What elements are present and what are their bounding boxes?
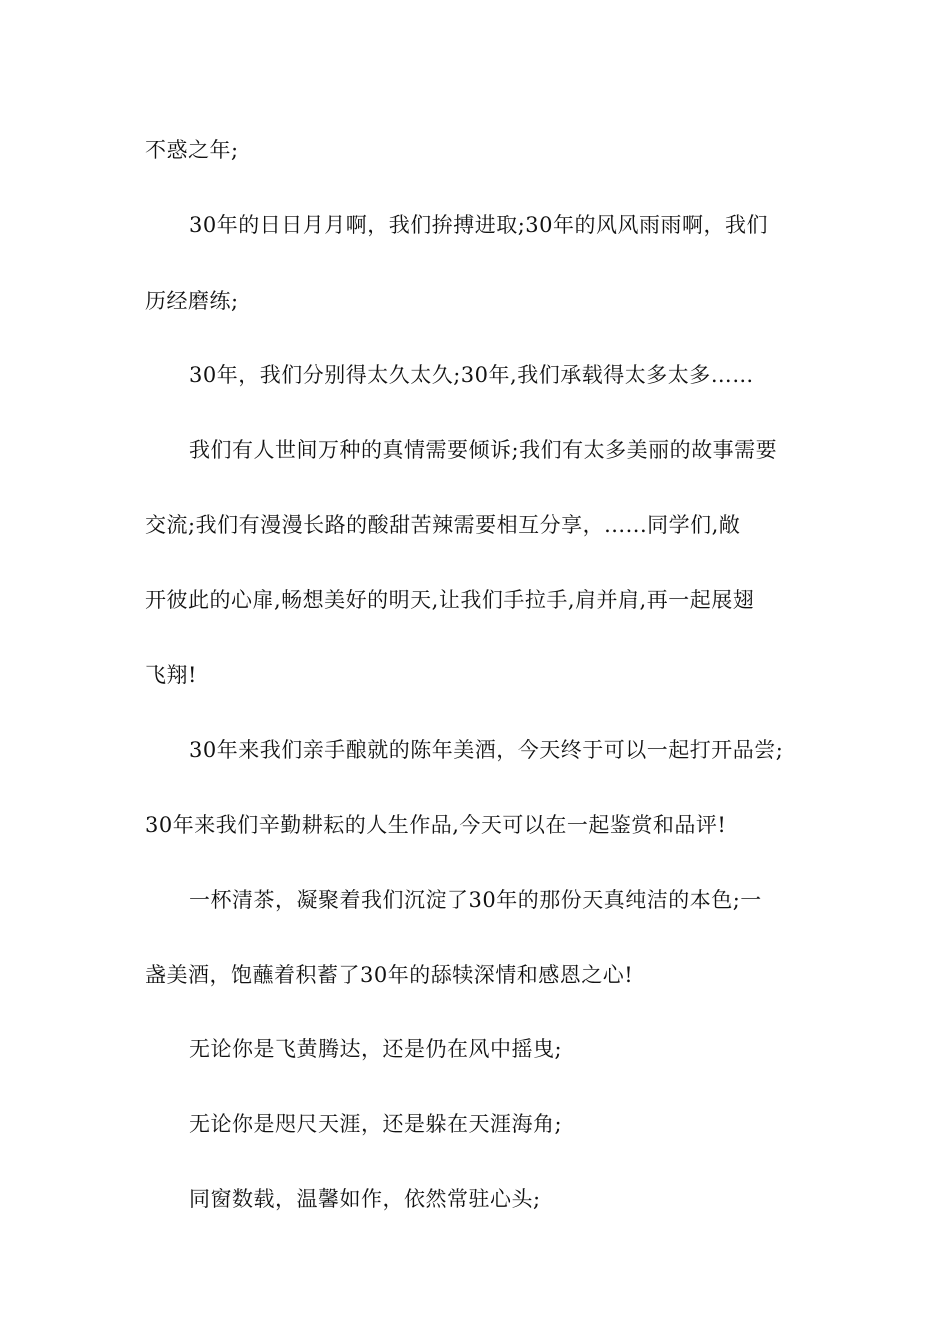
text-line: 30年，我们分别得太久太久;30年,我们承载得太多太多…… xyxy=(189,363,754,387)
text-line: 我们有人世间万种的真情需要倾诉;我们有太多美丽的故事需要 xyxy=(189,438,778,462)
text-line: 交流;我们有漫漫长路的酸甜苦辣需要相互分享，......同学们,敞 xyxy=(145,513,741,537)
text-line: 飞翔! xyxy=(145,663,197,687)
text-line: 无论你是咫尺天涯，还是躲在天涯海角; xyxy=(189,1112,563,1136)
text-line: 一杯清茶，凝聚着我们沉淀了30年的那份天真纯洁的本色;一 xyxy=(189,888,762,912)
text-line: 历经磨练; xyxy=(145,289,239,313)
text-line: 盏美酒，饱蘸着积蓄了30年的舔犊深情和感恩之心! xyxy=(145,963,634,987)
text-line: 30年的日日月月啊，我们拚搏进取;30年的风风雨雨啊，我们 xyxy=(189,213,769,237)
text-line: 30年来我们辛勤耕耘的人生作品,今天可以在一起鉴赏和品评! xyxy=(145,813,727,837)
text-line: 不惑之年; xyxy=(145,138,239,162)
text-line: 开彼此的心扉,畅想美好的明天,让我们手拉手,肩并肩,再一起展翅 xyxy=(145,588,755,612)
text-line: 无论你是飞黄腾达，还是仍在风中摇曳; xyxy=(189,1037,563,1061)
text-line: 30年来我们亲手酿就的陈年美酒，今天终于可以一起打开品尝; xyxy=(189,738,784,762)
text-line: 同窗数载，温馨如作，依然常驻心头; xyxy=(189,1187,541,1211)
